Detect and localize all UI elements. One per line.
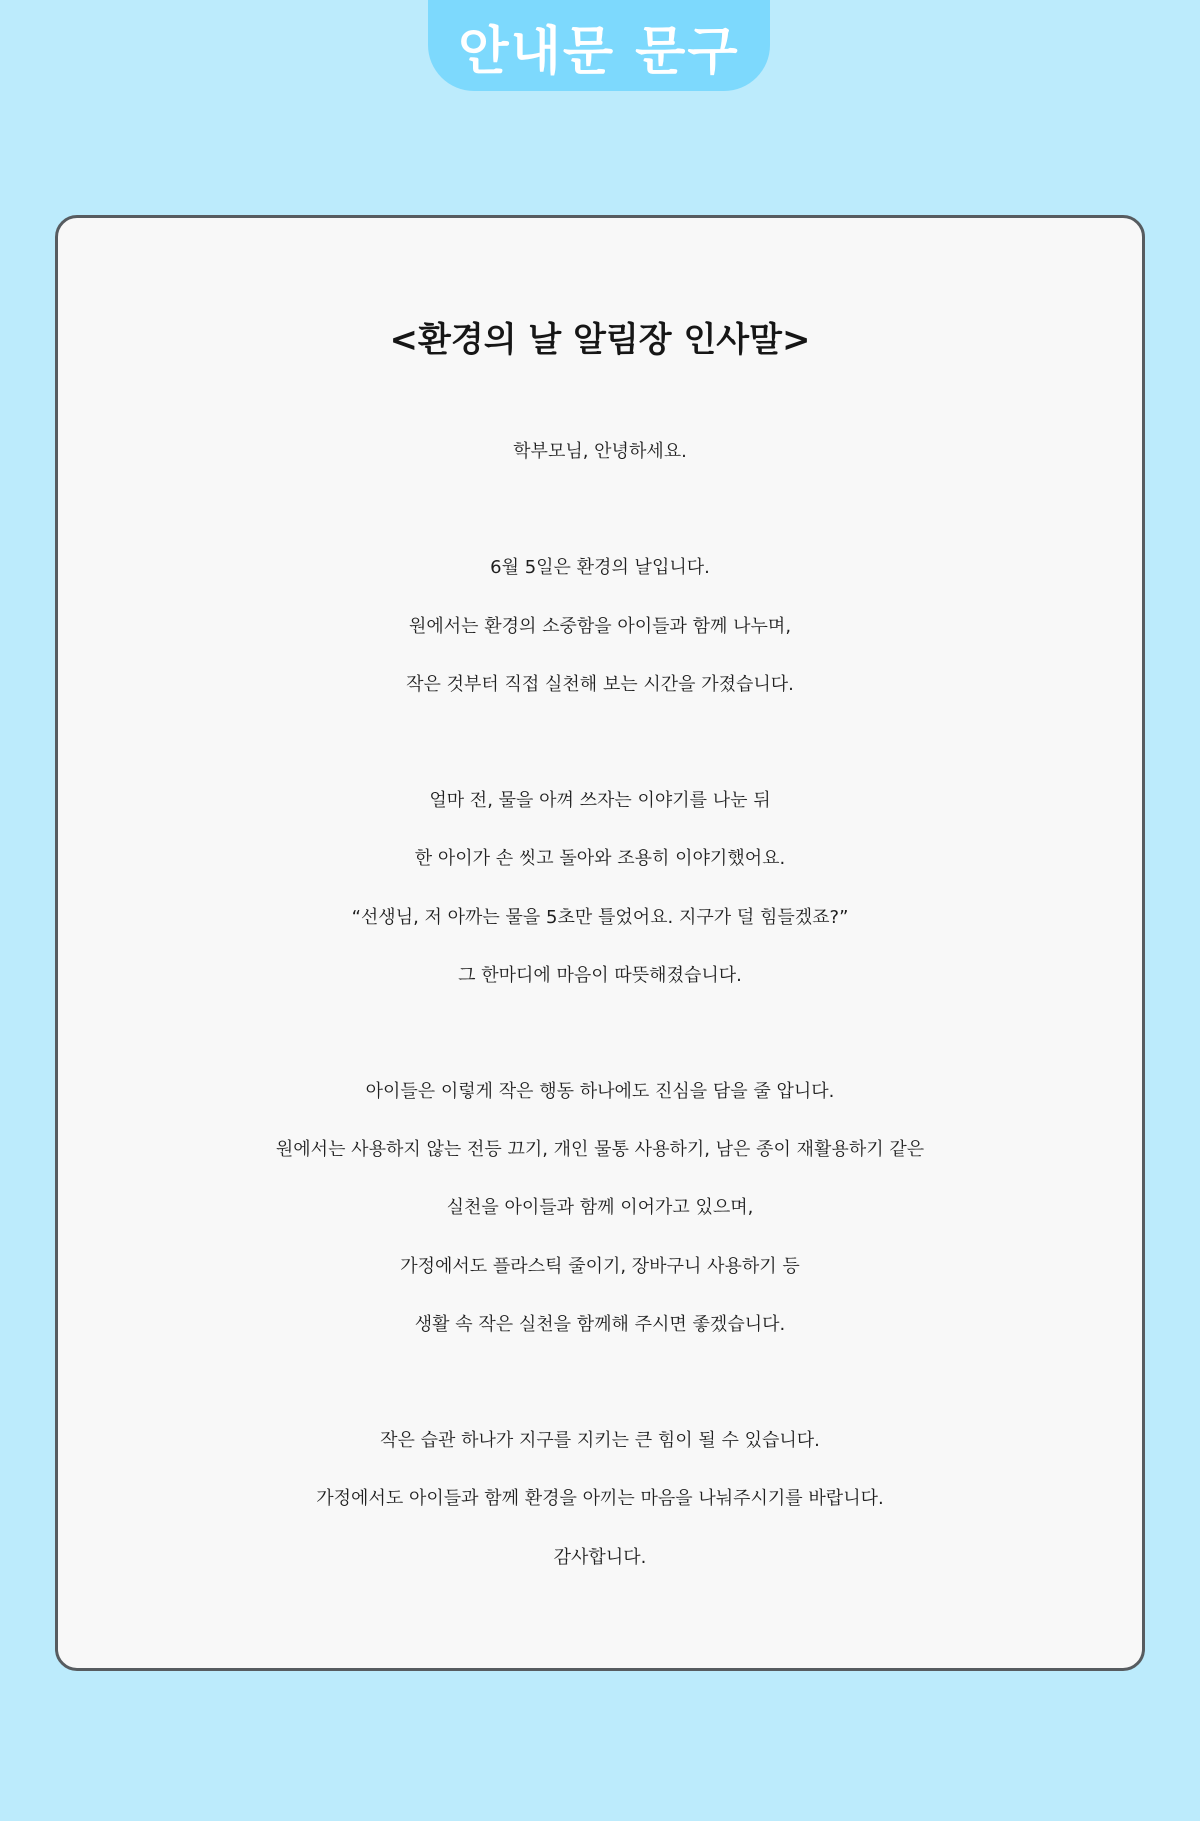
paragraph-spacer xyxy=(0,1354,1200,1412)
paragraph-2-line-2: 한 아이가 손 씻고 돌아와 조용히 이야기했어요. xyxy=(414,848,786,870)
notice-body xyxy=(0,423,1200,1587)
paragraph-spacer xyxy=(0,481,1200,539)
paragraph-1-line-1: 6월 5일은 환경의 날입니다. xyxy=(490,557,710,579)
paragraph-3-line-4: 가정에서도 플라스틱 줄이기, 장바구니 사용하기 등 xyxy=(400,1255,800,1277)
paragraph-1-line-2: 원에서는 환경의 소중함을 아이들과 함께 나누며, xyxy=(408,615,792,637)
closing-line: 감사합니다. xyxy=(553,1546,647,1568)
header-badge xyxy=(428,0,770,91)
greeting-line: 학부모님, 안녕하세요. xyxy=(513,441,687,462)
paragraph-3-line-3: 실천을 아이들과 함께 이어가고 있으며, xyxy=(446,1197,754,1219)
paragraph-spacer xyxy=(0,714,1200,772)
paragraph-3-line-1: 아이들은 이렇게 작은 행동 하나에도 진심을 담을 줄 압니다. xyxy=(365,1081,835,1103)
paragraph-2-line-4: 그 한마디에 마음이 따뜻해졌습니다. xyxy=(458,964,742,986)
paragraph-2-line-1: 얼마 전, 물을 아껴 쓰자는 이야기를 나눈 뒤 xyxy=(429,790,771,812)
paragraph-spacer xyxy=(0,1005,1200,1063)
header-badge-label: 안내문 문구 xyxy=(458,22,740,82)
paragraph-4-line-2: 가정에서도 아이들과 함께 환경을 아끼는 마음을 나눠주시기를 바랍니다. xyxy=(316,1488,884,1510)
notice-title: <환경의 날 알림장 인사말> xyxy=(389,320,811,360)
paragraph-3-line-2: 원에서는 사용하지 않는 전등 끄기, 개인 물통 사용하기, 남은 종이 재활용하기 같은 xyxy=(275,1139,925,1161)
paragraph-1-line-3: 작은 것부터 직접 실천해 보는 시간을 가졌습니다. xyxy=(406,673,794,695)
paragraph-2-line-3: “선생님, 저 아까는 물을 5초만 틀었어요. 지구가 덜 힘들겠죠?” xyxy=(351,906,849,928)
paragraph-4-line-1: 작은 습관 하나가 지구를 지키는 큰 힘이 될 수 있습니다. xyxy=(380,1430,820,1452)
paragraph-3-line-5: 생활 속 작은 실천을 함께해 주시면 좋겠습니다. xyxy=(414,1313,786,1335)
